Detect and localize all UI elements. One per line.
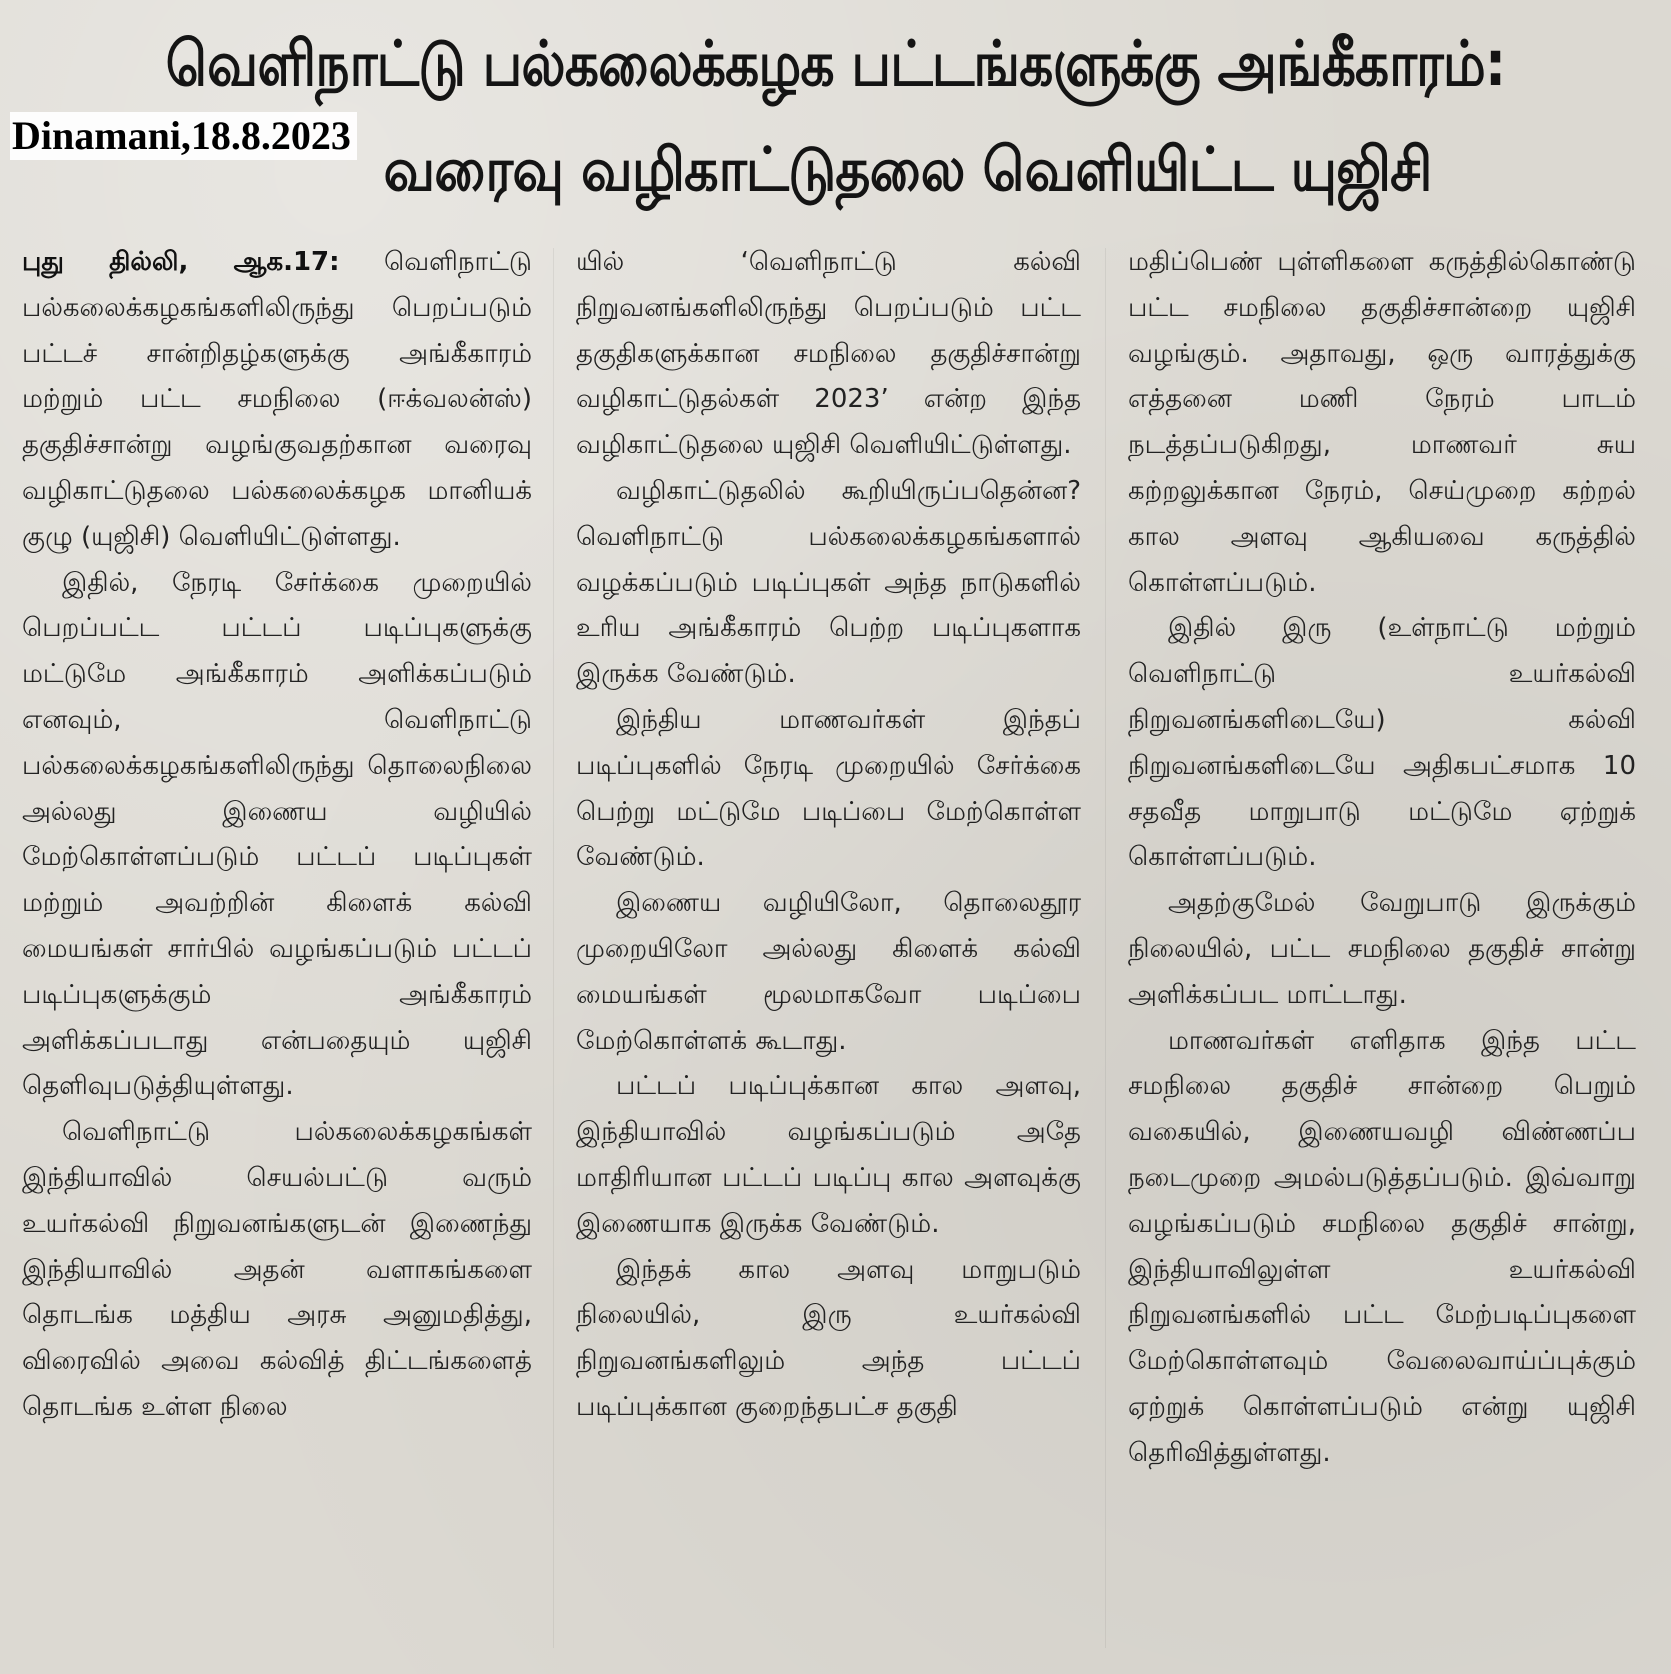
paragraph: அதற்குமேல் வேறுபாடு இருக்கும் நிலையில், பட்ட சமநிலை தகுதிச் சான்று அளிக்கப்பட மாட்டாது. [1128,888,1636,1010]
article-column-2 [576,240,1081,1674]
dateline: புது தில்லி, ஆக.17: [22,247,340,277]
article-body [0,240,1671,1674]
paragraph: மாணவர்கள் எளிதாக இந்த பட்ட சமநிலை தகுதிச் சான்றை பெறும் வகையில், இணையவழி விண்ணப்ப நடைமுறை அமல்படுத்தப்படும். இவ்வாறு வழங்கப்படும் சமநிலை தகுதிச் சான்று, இந்தியாவிலுள்ள உயர்கல்வி நிறுவனங்களில் பட்ட மேற்படிப்புகளை மேற்கொள்ளவும் வேலைவாய்ப்புக்கும் ஏற்றுக் கொள்ளப்படும் என்று யுஜிசி தெரிவித்துள்ளது. [1128,1025,1636,1468]
paragraph-text: வெளிநாட்டு பல்கலைக்கழகங்களிலிருந்து பெறப்படும் பட்டச் சான்றிதழ்களுக்கு அங்கீகாரம் மற்றும் பட்ட சமநிலை (ஈக்வலன்ஸ்) தகுதிச்சான்று வழங்குவதற்கான வரைவு வழிகாட்டுதலை பல்கலைக்கழக மானியக் குழு (யுஜிசி) வெளியிட்டுள்ளது. [22,247,532,552]
source-label: Dinamani,18.8.2023 [10,112,357,160]
paragraph: இந்தக் கால அளவு மாறுபடும் நிலையில், இரு உயர்கல்வி நிறுவனங்களிலும் அந்த பட்டப் படிப்புக்கான குறைந்தபட்ச தகுதி [576,1254,1081,1422]
paragraph: இதில் இரு (உள்நாட்டு மற்றும் வெளிநாட்டு உயர்கல்வி நிறுவனங்களிடையே) கல்வி நிறுவனங்களிடையே அதிகபட்சமாக 10 சதவீத மாறுபாடு மட்டுமே ஏற்றுக் கொள்ளப்படும். [1128,613,1636,873]
paragraph: யில் ‘வெளிநாட்டு கல்வி நிறுவனங்களிலிருந்து பெறப்படும் பட்ட தகுதிகளுக்கான சமநிலை தகுதிச்சான்று வழிகாட்டுதல்கள் 2023’ என்ற இந்த வழிகாட்டுதலை யுஜிசி வெளியிட்டுள்ளது. [576,247,1081,461]
paragraph [22,240,532,561]
headline-line-1: வெளிநாட்டு பல்கலைக்கழக பட்டங்களுக்கு அங்கீகாரம்: [165,27,1506,100]
article-column-1 [22,240,532,1674]
headline-line-2: வரைவு வழிகாட்டுதலை வெளியிட்ட யுஜிசி [383,135,1432,205]
paragraph: இதில், நேரடி சேர்க்கை முறையில் பெறப்பட்ட பட்டப் படிப்புகளுக்கு மட்டுமே அங்கீகாரம் அளிக்கப்படும் எனவும், வெளிநாட்டு பல்கலைக்கழகங்களிலிருந்து தொலைநிலை அல்லது இணைய வழியில் மேற்கொள்ளப்படும் பட்டப் படிப்புகள் மற்றும் அவற்றின் கிளைக் கல்வி மையங்கள் சார்பில் வழங்கப்படும் பட்டப் படிப்புகளுக்கும் அங்கீகாரம் அளிக்கப்படாது என்பதையும் யுஜிசி தெளிவுபடுத்தியுள்ளது. [22,567,532,1102]
paragraph: பட்டப் படிப்புக்கான கால அளவு, இந்தியாவில் வழங்கப்படும் அதே மாதிரியான பட்டப் படிப்பு கால அளவுக்கு இணையாக இருக்க வேண்டும். [576,1071,1081,1239]
paragraph: இந்திய மாணவர்கள் இந்தப் படிப்புகளில் நேரடி முறையில் சேர்க்கை பெற்று மட்டுமே படிப்பை மேற்கொள்ள வேண்டும். [576,704,1081,873]
paragraph: வெளிநாட்டு பல்கலைக்கழகங்கள் இந்தியாவில் செயல்பட்டு வரும் உயர்கல்வி நிறுவனங்களுடன் இணைந்து இந்தியாவில் அதன் வளாகங்களை தொடங்க மத்திய அரசு அனுமதித்து, விரைவில் அவை கல்வித் திட்டங்களைத் தொடங்க உள்ள நிலை [22,1117,532,1422]
paragraph: மதிப்பெண் புள்ளிகளை கருத்தில்கொண்டு பட்ட சமநிலை தகுதிச்சான்றை யுஜிசி வழங்கும். அதாவது, ஒரு வாரத்துக்கு எத்தனை மணி நேரம் பாடம் நடத்தப்படுகிறது, மாணவர் சுய கற்றலுக்கான நேரம், செய்முறை கற்றல் கால அளவு ஆகியவை கருத்தில் கொள்ளப்படும். [1128,247,1636,598]
paragraph: இணைய வழியிலோ, தொலைதூர முறையிலோ அல்லது கிளைக் கல்வி மையங்கள் மூலமாகவோ படிப்பை மேற்கொள்ளக் கூடாது. [576,888,1081,1056]
article-column-3 [1128,240,1636,1674]
paragraph: வழிகாட்டுதலில் கூறியிருப்பதென்ன? வெளிநாட்டு பல்கலைக்கழகங்களால் வழக்கப்படும் படிப்புகள் அந்த நாடுகளில் உரிய அங்கீகாரம் பெற்ற படிப்புகளாக இருக்க வேண்டும். [576,475,1081,690]
